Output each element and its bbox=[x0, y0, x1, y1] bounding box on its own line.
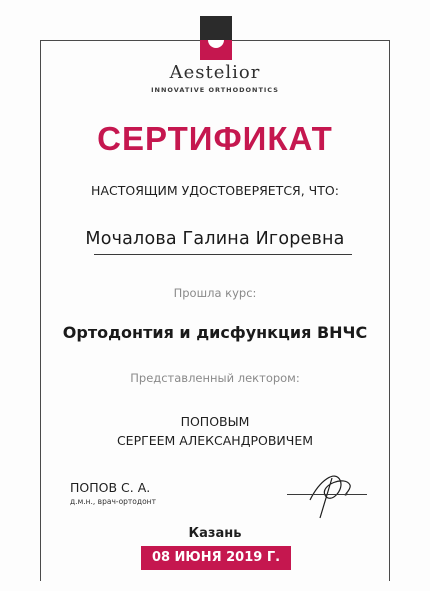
certificate-title: СЕРТИФИКАТ bbox=[97, 120, 333, 157]
course-name: Ортодонтия и дисфункция ВНЧС bbox=[62, 323, 368, 342]
lecturer-name-line1: ПОПОВЫМ bbox=[180, 414, 250, 429]
handwritten-signature-icon bbox=[290, 460, 370, 520]
name-underline bbox=[94, 254, 352, 255]
certifies-text: НАСТОЯЩИМ УДОСТОВЕРЯЕТСЯ, ЧТО: bbox=[91, 183, 339, 198]
recipient-name: Мочалова Галина Игоревна bbox=[85, 229, 345, 249]
signer-name: ПОПОВ С. А. bbox=[70, 480, 151, 495]
signature-line bbox=[287, 494, 367, 495]
aestelior-logo-icon bbox=[200, 16, 232, 60]
city: Казань bbox=[188, 526, 242, 541]
course-label: Прошла курс: bbox=[173, 286, 257, 300]
lecturer-label: Представленный лектором: bbox=[130, 371, 300, 385]
brand-tagline: INNOVATIVE ORTHODONTICS bbox=[151, 86, 279, 94]
brand-name: Aestelior bbox=[169, 62, 261, 83]
date-badge: 08 ИЮНЯ 2019 Г. bbox=[141, 546, 291, 570]
lecturer-name-line2: СЕРГЕЕМ АЛЕКСАНДРОВИЧЕМ bbox=[116, 433, 314, 448]
signer-title: д.м.н., врач-ортодонт bbox=[70, 497, 156, 506]
